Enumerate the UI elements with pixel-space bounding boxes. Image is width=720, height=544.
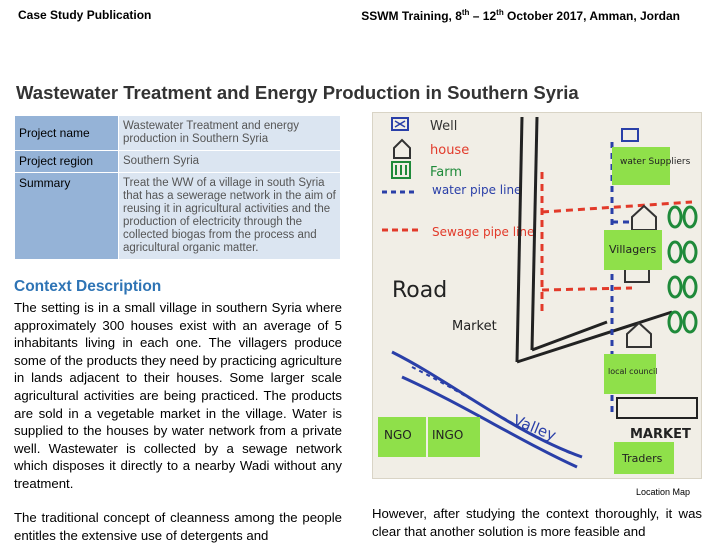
location-map-photo [372, 112, 702, 479]
project-region-value: Southern Syria [119, 151, 341, 173]
summary-value: Treat the WW of a village in south Syria that has a sewerage network in the aim of reusing it in agricultural activities and the production of electricity through the collected biogas from the process and agricultural organic matter. [119, 173, 341, 260]
svg-text:NGO: NGO [384, 428, 412, 442]
project-name-value: Wastewater Treatment and energy production in Southern Syria [119, 116, 341, 151]
project-info-table [14, 115, 341, 260]
label-market-small: Market [452, 319, 497, 334]
map-caption: Location Map [635, 487, 690, 497]
header-publication-type: Case Study Publication [18, 8, 152, 22]
context-paragraph-2: The traditional concept of cleanness among the people entitles the extensive use of detergents and [14, 510, 342, 543]
sticky-traders [614, 442, 674, 474]
table-row [15, 173, 341, 260]
right-column-paragraph: However, after studying the context thoroughly, it was clear that another solution is more feasible and [372, 506, 702, 539]
svg-text:INGO: INGO [432, 428, 464, 442]
context-heading: Context Description [14, 278, 162, 295]
legend-water-pipe: water pipe line [432, 183, 522, 197]
page-title: Wastewater Treatment and Energy Production in Southern Syria [16, 82, 579, 103]
svg-text:Traders: Traders [622, 452, 663, 465]
sticky-villagers [604, 230, 662, 270]
sticky-local-council [604, 354, 657, 394]
label-market-big: MARKET [630, 427, 691, 442]
label-valley: Valley [510, 411, 559, 445]
legend-farm: Farm [430, 165, 463, 180]
context-paragraph-1: The setting is in a small village in southern Syria where approximately 300 houses exist with an average of 5 inhabitants living in each one. The villagers produce some of the products they need by practicing agriculture in lands adjacent to their houses. Some larger scale agricultural activities are being practiced. The products are sold in a vegetable market in the village. Water is supplied to the houses by water network from a private well. Wastewater is collected by a sewage network which disposes it directly to a nearby Wadi without any treatment. [14, 300, 342, 491]
summary-label: Summary [15, 173, 119, 260]
header-training-info: SSWM Training, 8th – 12th October 2017, Amman, Jordan [361, 8, 680, 23]
label-road: Road [392, 278, 448, 303]
sticky-ingo [428, 417, 480, 457]
legend-sewage-pipe: Sewage pipe line [432, 225, 535, 239]
legend-house: house [430, 143, 470, 158]
project-region-label: Project region [15, 151, 119, 173]
project-name-label: Project name [15, 116, 119, 151]
legend-well: Well [430, 119, 458, 134]
sticky-ngo [378, 417, 426, 457]
svg-text:water Suppliers: water Suppliers [620, 157, 691, 167]
svg-text:local council: local council [608, 367, 658, 376]
table-row [15, 116, 341, 151]
table-row [15, 151, 341, 173]
svg-text:Villagers: Villagers [609, 243, 657, 256]
